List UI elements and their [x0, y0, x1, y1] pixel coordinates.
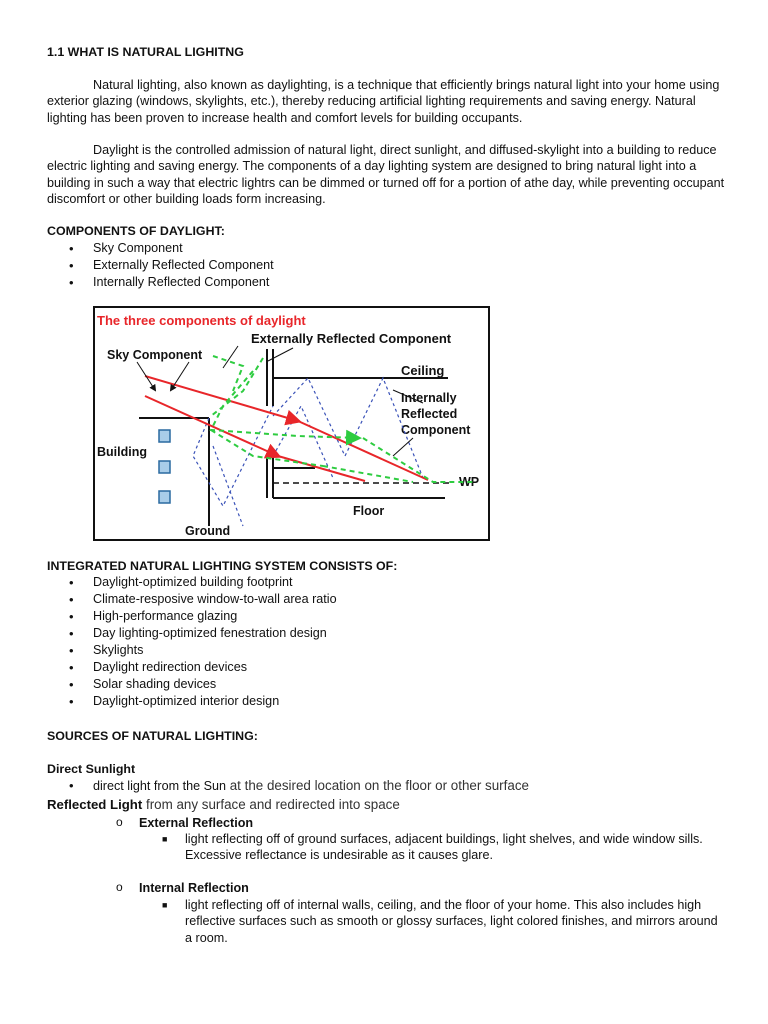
reflected-light-heading	[47, 797, 400, 812]
list-item: • Internally Reflected Component	[47, 274, 274, 291]
internal-reflection-detail	[162, 897, 722, 946]
paragraph-daylight	[47, 142, 727, 207]
list-item: • Daylight redirection devices	[47, 659, 337, 676]
list-item: • Day lighting-optimized fenestration design	[47, 625, 337, 642]
list-item	[47, 777, 529, 794]
circle-bullet-icon: o	[116, 880, 123, 894]
square-bullet-icon: ■	[162, 900, 168, 910]
internal-reflection-text: light reflecting off of internal walls, ceiling, and the floor of your home. This also includes high reflective surfaces such as smooth or glossy surfaces, light colored finishes, and mirrors around a room.	[185, 898, 718, 945]
list-item: • High-performance glazing	[47, 608, 337, 625]
label-sky: Sky Component	[107, 348, 203, 362]
list-item: • Sky Component	[47, 240, 274, 257]
reflected-light-label: Reflected Light	[47, 797, 143, 812]
external-reflection-label: External Reflection	[139, 816, 254, 830]
label-ceiling: Ceiling	[401, 363, 445, 378]
list-item: • Climate-resposive window-to-wall area ratio	[47, 591, 337, 608]
paragraph-natural-lighting	[47, 77, 727, 126]
circle-bullet-icon: o	[116, 815, 123, 829]
diagram-title: The three components of daylight	[97, 313, 306, 328]
paragraph-daylight-text: Daylight is the controlled admission of natural light, direct sunlight, and diffused-skylight into a building to reduce electric lighting and saving energy. The components of a day lighting system are designed to bring natural light into a building in such a way that electric lightrs can be dimmed or turned off for a portion of athe day, while preventing occupant discomfort or other building loads form increasing.	[47, 143, 725, 206]
daylight-components-diagram	[93, 306, 490, 541]
reflected-light-description: from any surface and redirected into space	[142, 797, 400, 812]
direct-sunlight-list	[47, 777, 529, 794]
direct-sunlight-text-continued: at the desired location on the floor or other surface	[226, 778, 529, 793]
components-heading: COMPONENTS OF DAYLIGHT:	[47, 224, 225, 238]
integrated-list	[47, 574, 337, 710]
external-reflection-text: light reflecting off of ground surfaces, adjacent buildings, light shelves, and wide window sills. Excessive reflectance is undesirable as it causes glare.	[185, 832, 703, 863]
paragraph-natural-lighting-text: Natural lighting, also known as daylighting, is a technique that efficiently brings natural light into your home using exterior glazing (windows, skylights, etc.), thereby reducing artificial lighting requirements and saving energy. Natural lighting has been proven to increase health and comfort levels for building occupants.	[47, 78, 720, 125]
label-building: Building	[97, 445, 147, 459]
label-wp: WP	[459, 475, 480, 489]
integrated-heading: INTEGRATED NATURAL LIGHTING SYSTEM CONSISTS OF:	[47, 559, 398, 573]
direct-sunlight-heading: Direct Sunlight	[47, 762, 136, 776]
list-item: • Solar shading devices	[47, 676, 337, 693]
label-ground: Ground	[185, 524, 231, 538]
label-floor: Floor	[353, 504, 385, 518]
list-item: • Daylight-optimized interior design	[47, 693, 337, 710]
square-bullet-icon: ■	[162, 834, 168, 844]
label-internal-2: Reflected	[401, 407, 458, 421]
list-item: • Skylights	[47, 642, 337, 659]
label-internal-1: Internally	[401, 391, 457, 405]
components-list	[47, 240, 274, 291]
external-reflection-detail	[162, 831, 722, 864]
sources-heading: SOURCES OF NATURAL LIGHTING:	[47, 729, 258, 743]
list-item: • Daylight-optimized building footprint	[47, 574, 337, 591]
building-windows	[159, 430, 170, 503]
internal-reflection-label: Internal Reflection	[139, 881, 249, 895]
label-internal-3: Component	[401, 423, 471, 437]
list-item: • Externally Reflected Component	[47, 257, 274, 274]
label-external: Externally Reflected Component	[251, 331, 452, 346]
direct-sunlight-text: direct light from the Sun	[93, 779, 226, 793]
section-title: 1.1 WHAT IS NATURAL LIGHITNG	[47, 45, 244, 59]
